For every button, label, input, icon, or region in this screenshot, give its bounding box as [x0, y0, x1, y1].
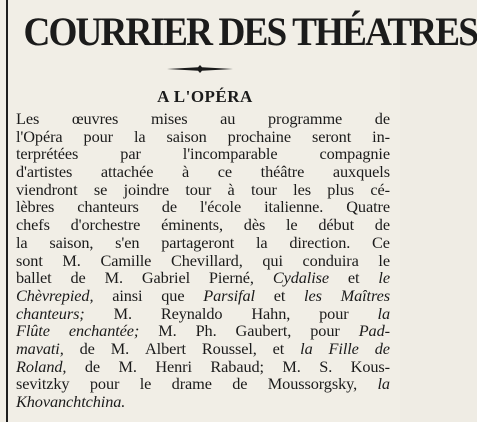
- article-word: tour: [250, 179, 277, 199]
- article-word: in-: [372, 126, 390, 146]
- article-line: [16, 234, 390, 252]
- article-line: [16, 287, 390, 305]
- article-word: Pierné,: [208, 268, 254, 288]
- article-word: à: [181, 162, 190, 182]
- article-word: Gaubert,: [235, 321, 292, 341]
- article-word: de: [374, 109, 390, 128]
- article-word: cé-: [370, 179, 390, 199]
- article-word: ainsi: [112, 285, 143, 305]
- article-word: M.: [62, 250, 81, 270]
- article-line: [16, 216, 390, 234]
- article-word: M.: [118, 356, 137, 376]
- article-word: pour: [83, 126, 113, 146]
- article-word: de: [161, 197, 177, 217]
- article-word: mavati,: [16, 338, 64, 358]
- article-word: par: [120, 144, 141, 164]
- article-line: [16, 163, 390, 181]
- article-line: [16, 393, 390, 411]
- article-body: [16, 110, 390, 411]
- article-word: Albert: [144, 338, 186, 358]
- article-word: joindre: [123, 179, 169, 199]
- article-word: mises: [150, 109, 188, 128]
- article-word: le: [378, 268, 390, 288]
- article-word: qui: [262, 250, 283, 270]
- article-word: Kous-: [350, 356, 390, 376]
- article-word: de: [84, 356, 101, 376]
- article-word: partageront: [161, 232, 235, 252]
- article-word: Camille: [100, 250, 152, 270]
- article-word: théâtre: [260, 162, 305, 182]
- article-line: [16, 198, 390, 216]
- article-word: attachée: [100, 162, 154, 182]
- article-line: [16, 340, 390, 358]
- article-word: Gabriel: [141, 268, 190, 288]
- column-rule: [6, 0, 8, 422]
- article-word: direction.: [289, 232, 351, 252]
- article-word: et: [273, 285, 286, 305]
- article-word: ce: [217, 162, 233, 182]
- article-word: pour: [89, 374, 120, 394]
- section-title: A L'OPÉRA: [157, 87, 253, 106]
- article-word: Moussorgsky,: [267, 374, 358, 394]
- article-word: l'incomparable: [182, 144, 278, 164]
- article-word: Parsifal: [203, 285, 255, 305]
- article-word: M.: [158, 321, 177, 341]
- article-line: [16, 269, 390, 287]
- article-word: Pad-: [358, 321, 390, 341]
- article-word: plus: [327, 179, 355, 199]
- article-word: les: [304, 285, 322, 305]
- article-word: se: [93, 179, 108, 199]
- article-word: la: [377, 374, 390, 394]
- article-word: Ce: [372, 232, 390, 252]
- article-word: le: [285, 215, 298, 235]
- article-line: [16, 110, 390, 128]
- article-word: Cydalise: [272, 268, 329, 288]
- article-word: viendront: [16, 179, 78, 199]
- article-word: ballet: [16, 268, 52, 288]
- article-word: au: [220, 109, 236, 128]
- article-word: la: [16, 232, 28, 252]
- article-word: l'école: [199, 197, 242, 217]
- article-word: à: [227, 179, 235, 199]
- article-word: s'en: [115, 232, 140, 252]
- article-word: Hahn,: [251, 303, 291, 323]
- article-word: M.: [110, 338, 130, 358]
- article-word: de: [70, 268, 86, 288]
- article-line: [16, 375, 390, 393]
- article-word: le: [378, 250, 390, 270]
- article-word: les: [293, 179, 311, 199]
- article-word: conduira: [302, 250, 359, 270]
- article-word: et: [272, 338, 285, 358]
- article-word: d'artistes: [16, 162, 73, 182]
- article-word: pour: [310, 321, 340, 341]
- article-word: terprétées: [16, 144, 79, 164]
- article-line: [16, 252, 390, 270]
- article-word: Chevillard,: [170, 250, 243, 270]
- article-word: M.: [282, 356, 301, 376]
- article-word: Rabaud;: [210, 356, 264, 376]
- article-word: éminents,: [161, 215, 224, 235]
- article-word: Henri: [155, 356, 192, 376]
- article-word: de: [232, 374, 248, 394]
- article-word: Khovanchtchina.: [16, 392, 126, 411]
- article-word: Roland,: [16, 356, 67, 376]
- article-word: Ph.: [195, 321, 217, 341]
- article-word: Maîtres: [340, 285, 390, 305]
- article-word: seront: [311, 126, 352, 146]
- article-word: tour: [185, 179, 212, 199]
- article-word: auxquels: [332, 162, 390, 182]
- article-line: [16, 128, 390, 146]
- article-word: lèbres: [16, 197, 55, 217]
- article-word: que: [161, 285, 185, 305]
- article-word: la: [256, 232, 268, 252]
- article-word: italienne.: [264, 197, 324, 217]
- article-word: la: [133, 126, 146, 146]
- article-line: [16, 358, 390, 376]
- article-word: M.: [113, 303, 132, 323]
- article-word: pour: [319, 303, 349, 323]
- article-word: enchantée;: [68, 321, 140, 341]
- article-line: [16, 322, 390, 340]
- article-word: S.: [319, 356, 333, 376]
- article-word: début: [318, 215, 354, 235]
- article-word: compagnie: [319, 144, 390, 164]
- article-word: de: [374, 215, 390, 235]
- article-line: [16, 181, 390, 199]
- article-word: programme: [267, 109, 343, 128]
- ornament-divider: [165, 64, 235, 74]
- article-word: le: [139, 374, 152, 394]
- article-word: la: [377, 303, 390, 323]
- article-word: Flûte: [16, 321, 50, 341]
- article-word: chanteurs: [77, 197, 139, 217]
- article-word: saison: [166, 126, 207, 146]
- article-word: la: [300, 338, 313, 358]
- article-word: de: [374, 338, 390, 358]
- article-word: et: [347, 268, 360, 288]
- article-word: dès: [243, 215, 266, 235]
- article-word: drame: [171, 374, 212, 394]
- article-line: [16, 145, 390, 163]
- article-word: de: [79, 338, 95, 358]
- article-word: sevitzky: [16, 374, 70, 394]
- article-word: œuvres: [71, 109, 119, 128]
- article-word: Chèvrepied,: [16, 285, 94, 305]
- article-word: d'orchestre: [70, 215, 141, 235]
- article-word: saison,: [49, 232, 94, 252]
- article-word: Les: [16, 109, 40, 128]
- article-word: prochaine: [227, 126, 291, 146]
- article-word: Roussel,: [201, 338, 257, 358]
- article-word: chefs: [16, 215, 50, 235]
- article-word: Quatre: [346, 197, 390, 217]
- headline: COURRIER DES THÉATRES: [23, 9, 477, 54]
- article-word: M.: [104, 268, 123, 288]
- article-word: chanteurs;: [16, 303, 85, 323]
- article-word: sont: [16, 250, 43, 270]
- article-word: l'Opéra: [16, 126, 63, 146]
- article-line: [16, 305, 390, 323]
- article-word: Reynaldo: [160, 303, 223, 323]
- article-word: Fille: [328, 338, 359, 358]
